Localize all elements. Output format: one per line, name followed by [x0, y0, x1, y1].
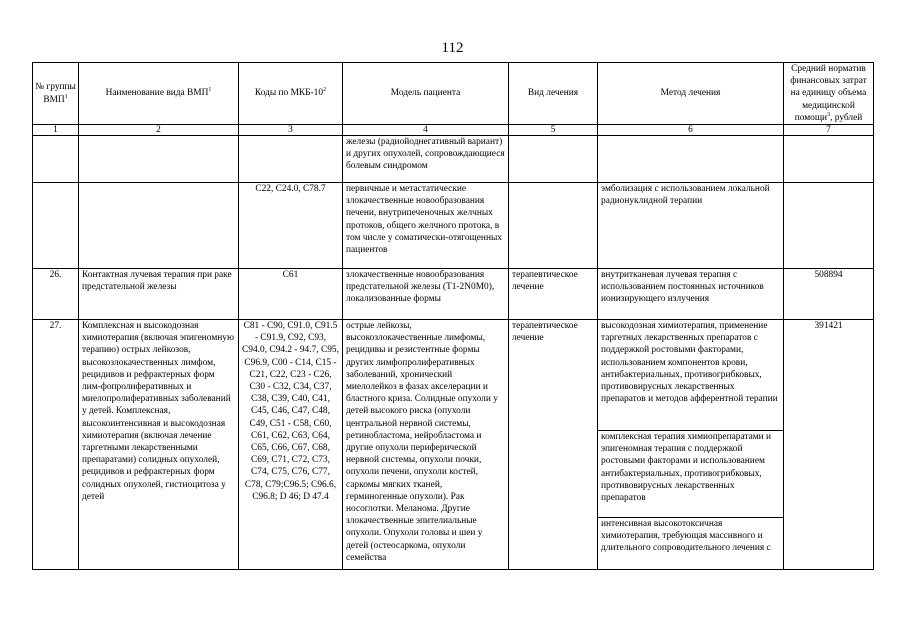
icd-codes-cell: C81 - C90, C91.0, C91.5 - C91.9, C92, C93, C94.0, C94.2 - 94.7, C95, C96.9, C00 - C14, C15 - C21, C22, C23 - C26, C30 - C32, C34, C37, C38, C39, C40, C41, C45, C46, C47, C48, C49, C51 - C58, C60, C61, C62, C63, C64, C65, C66, C67, C68, C69, C71, C72, C73, C74, C75, C76, C77, C78, C79;C96.5; C96.6, C96.8; D 46; D 47.4 — [239, 320, 343, 570]
header-icd-codes: Коды по МКБ-$10^2$ — [239, 63, 343, 125]
column-number: 4 — [343, 125, 509, 136]
cost-cell: 508894 — [784, 269, 874, 320]
header-patient-model: Модель пациента — [343, 63, 509, 125]
vmp-name-cell: Контактная лучевая терапия при раке предстательной железы — [79, 269, 239, 320]
treatment-type-cell: терапевтическое лечение — [509, 269, 598, 320]
header-row — [33, 63, 874, 125]
table-row — [33, 320, 874, 570]
table-row — [33, 269, 874, 320]
group-number-cell — [33, 183, 79, 269]
cost-cell — [784, 136, 874, 183]
treatment-type-cell: терапевтическое лечение — [509, 320, 598, 570]
treatment-method-cell: внутритканевая лучевая терапия с использованием постоянных источников ионизирующего излучения — [598, 269, 784, 320]
column-number: 2 — [79, 125, 239, 136]
icd-codes-cell — [239, 136, 343, 183]
group-number-cell: 27. — [33, 320, 79, 570]
page-number: 112 — [441, 40, 464, 56]
column-number: 7 — [784, 125, 874, 136]
icd-codes-cell: C61 — [239, 269, 343, 320]
patient-model-cell: железы (радиойоднегативный вариант) и других опухолей, сопровождающиеся болевым синдромом — [343, 136, 509, 183]
patient-model-cell: острые лейкозы, высокозлокачественные лимфомы, рецидивы и резистентные формы других лимфопролиферативных заболеваний, хронический миелолейкоз в фазах акселерации и бластного криза. Солидные опухоли у детей высокого риска (опухоли центральной нервной системы, ретинобластома, нейробластома и другие опухоли периферической нервной системы, опухоли почки, опухоли печени, опухоли костей, саркомы мягких тканей, герминогенные опухоли). Рак носоглотки. Меланома. Другие злокачественные эпителиальные опухоли. Опухоли головы и шеи у детей (остеосаркома, опухоли семейства — [343, 320, 509, 570]
group-number-cell: 26. — [33, 269, 79, 320]
patient-model-cell: первичные и метастатические злокачественные новообразования печени, внутрипеченочных желчных протоков, общего желчного протока, в том числе у соматически-отягощенных пациентов — [343, 183, 509, 269]
method-variant: комплексная терапия химиопрепаратами и эпигеномная терапия с поддержкой ростовыми факторами и использованием антибактериальных, противогрибковых, противовирусных лекарственных препаратов — [598, 431, 783, 518]
column-number: 1 — [33, 125, 79, 136]
treatment-method-cell — [598, 136, 784, 183]
treatment-type-cell — [509, 183, 598, 269]
method-variant: интенсивная высокотоксичная химиотерапия, требующая массивного и длительного сопроводительного лечения с — [601, 519, 771, 554]
header-group-number: № группы ВМП$^1$ — [33, 63, 79, 125]
treatment-type-cell — [509, 136, 598, 183]
cost-cell — [784, 183, 874, 269]
table-row — [33, 136, 874, 183]
patient-model-cell: злокачественные новообразования предстательной железы (T1-2N0M0), локализованные формы — [343, 269, 509, 320]
header-treatment-method: Метод лечения — [598, 63, 784, 125]
cost-cell: 391421 — [784, 320, 874, 570]
treatment-method-cell: эмболизация с использованием локальной радионуклидной терапии — [598, 183, 784, 269]
column-number: 3 — [239, 125, 343, 136]
column-number: 6 — [598, 125, 784, 136]
table-row — [33, 183, 874, 269]
vmp-name-cell: Комплексная и высокодозная химиотерапия (включая эпигеномную терапию) острых лейкозов, высокозлокачественных лимфом, рецидивов и рефрактерных форм лим-фопролиферативных и миелопролиферативных заболеваний у детей. Комплексная, высокоинтенсивная и высокодозная химиотерапия (включая лечение таргетными лекарственными препаратами) солидных опухолей, рецидивов и рефрактерных форм солидных опухолей, гистиоцитоза у детей — [79, 320, 239, 570]
icd-codes-cell: C22, C24.0, C78.7 — [239, 183, 343, 269]
column-number: 5 — [509, 125, 598, 136]
method-variant: высокодозная химиотерапия, применение таргетных лекарственных препаратов с поддержкой ростовыми факторами, использованием компонентов крови, антибактериальных, противогрибковых, противовирусных лекарственных препаратов и методов афферентной терапии — [598, 320, 783, 431]
header-treatment-type: Вид лечения — [509, 63, 598, 125]
header-cost-norm: Средний норматив финансовых затрат на единицу объема медицинской помощи$^3$, рублей — [784, 63, 874, 125]
vmp-name-cell — [79, 136, 239, 183]
column-number-row — [33, 125, 874, 136]
vmp-name-cell — [79, 183, 239, 269]
group-number-cell — [33, 136, 79, 183]
treatment-method-cell — [598, 320, 784, 570]
vmp-table — [32, 62, 874, 570]
header-vmp-name: Наименование вида ВМП$^1$ — [79, 63, 239, 125]
